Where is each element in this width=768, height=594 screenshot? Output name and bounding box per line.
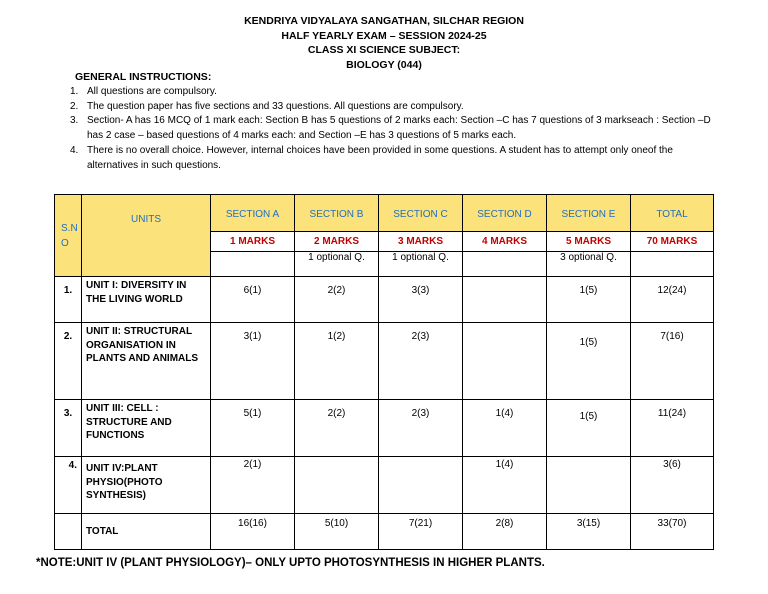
total-header: TOTAL xyxy=(631,195,714,232)
value-cell: 1(5) xyxy=(547,277,631,323)
blueprint-table xyxy=(54,194,714,550)
value-cell: 7(21) xyxy=(379,514,463,550)
units-header: UNITS xyxy=(82,195,211,277)
optional-cell: 1 optional Q. xyxy=(295,252,379,277)
table-row xyxy=(55,277,714,323)
instruction-text: The question paper has five sections and 33 questions. All questions are compulsory. xyxy=(87,100,464,112)
instruction-text: There is no overall choice. However, internal choices have been provided in some questions. A student has to attempt only oneof the alternatives in such questions. xyxy=(87,144,673,171)
value-cell: 2(1) xyxy=(211,457,295,514)
value-cell: 2(2) xyxy=(295,277,379,323)
unit-cell: UNIT III: CELL : STRUCTURE AND FUNCTIONS xyxy=(82,400,211,457)
value-cell: 3(15) xyxy=(547,514,631,550)
optional-cell xyxy=(631,252,714,277)
value-cell: 3(6) xyxy=(631,457,714,514)
instruction-item xyxy=(70,100,720,115)
value-cell: 5(10) xyxy=(295,514,379,550)
footnote: *NOTE:UNIT IV (PLANT PHYSIOLOGY)– ONLY UPTO PHOTOSYNTHESIS IN HIGHER PLANTS. xyxy=(36,557,545,569)
instruction-number: 1. xyxy=(70,86,79,97)
section-e-header: SECTION E xyxy=(547,195,631,232)
instruction-item xyxy=(70,85,720,100)
value-cell xyxy=(463,277,547,323)
value-cell: 12(24) xyxy=(631,277,714,323)
value-cell: 11(24) xyxy=(631,400,714,457)
value-cell: 3(3) xyxy=(379,277,463,323)
sno-cell xyxy=(55,514,82,550)
value-cell: 2(3) xyxy=(379,323,463,400)
optional-cell: 1 optional Q. xyxy=(379,252,463,277)
table-row xyxy=(55,323,714,400)
value-cell xyxy=(295,457,379,514)
instruction-item xyxy=(70,144,720,173)
section-d-header: SECTION D xyxy=(463,195,547,232)
value-cell: 2(8) xyxy=(463,514,547,550)
marks-cell: 3 MARKS xyxy=(379,232,463,252)
unit-cell: UNIT I: DIVERSITY IN THE LIVING WORLD xyxy=(82,277,211,323)
value-cell: 16(16) xyxy=(211,514,295,550)
value-cell: 2(3) xyxy=(379,400,463,457)
sno-cell: 3. xyxy=(55,400,82,457)
section-b-header: SECTION B xyxy=(295,195,379,232)
instructions-title: GENERAL INSTRUCTIONS: xyxy=(75,71,212,83)
instructions-list xyxy=(70,85,720,173)
value-cell xyxy=(547,457,631,514)
optional-cell xyxy=(211,252,295,277)
value-cell xyxy=(463,323,547,400)
value-cell: 33(70) xyxy=(631,514,714,550)
unit-cell: UNIT II: STRUCTURAL ORGANISATION IN PLANTS AND ANIMALS xyxy=(82,323,211,400)
sno-cell: 2. xyxy=(55,323,82,400)
value-cell xyxy=(379,457,463,514)
optional-cell: 3 optional Q. xyxy=(547,252,631,277)
school-name: KENDRIYA VIDYALAYA SANGATHAN, SILCHAR REGION xyxy=(244,15,524,27)
table-row xyxy=(55,514,714,550)
exam-title: HALF YEARLY EXAM – SESSION 2024-25 xyxy=(281,29,487,42)
value-cell: 5(1) xyxy=(211,400,295,457)
sno-cell: 1. xyxy=(55,277,82,323)
value-cell: 3(1) xyxy=(211,323,295,400)
instruction-text: All questions are compulsory. xyxy=(87,86,217,97)
subject-code: BIOLOGY (044) xyxy=(346,58,422,71)
value-cell: 1(4) xyxy=(463,400,547,457)
instruction-number: 4. xyxy=(70,144,79,156)
value-cell: 6(1) xyxy=(211,277,295,323)
instruction-item xyxy=(70,114,720,143)
table-row xyxy=(55,457,714,514)
table-row xyxy=(55,400,714,457)
value-cell: 1(5) xyxy=(547,323,631,400)
marks-cell: 4 MARKS xyxy=(463,232,547,252)
unit-cell: UNIT IV:PLANT PHYSIO(PHOTO SYNTHESIS) xyxy=(82,457,211,514)
value-cell: 1(4) xyxy=(463,457,547,514)
class-subject: CLASS XI SCIENCE SUBJECT: xyxy=(307,44,461,56)
value-cell: 7(16) xyxy=(631,323,714,400)
sno-cell: 4. xyxy=(55,457,82,514)
marks-cell: 5 MARKS xyxy=(547,232,631,252)
marks-cell: 70 MARKS xyxy=(631,232,714,252)
value-cell: 2(2) xyxy=(295,400,379,457)
optional-cell xyxy=(463,252,547,277)
value-cell: 1(5) xyxy=(547,400,631,457)
instruction-text: Section- A has 16 MCQ of 1 mark each: Section B has 5 questions of 2 marks each: Section –C has 7 questions of 3 markseach : Section –D has 2 case – based questions of 4 marks each: and Section –E has 3 questions of 5 marks each. xyxy=(87,115,711,142)
instruction-number: 2. xyxy=(70,100,79,112)
value-cell: 1(2) xyxy=(295,323,379,400)
marks-cell: 2 MARKS xyxy=(295,232,379,252)
section-c-header: SECTION C xyxy=(379,195,463,232)
unit-cell: TOTAL xyxy=(82,514,211,550)
section-a-header: SECTION A xyxy=(211,195,295,232)
marks-cell: 1 MARKS xyxy=(211,232,295,252)
instruction-number: 3. xyxy=(70,115,79,127)
sno-header: S.N O xyxy=(55,195,82,277)
